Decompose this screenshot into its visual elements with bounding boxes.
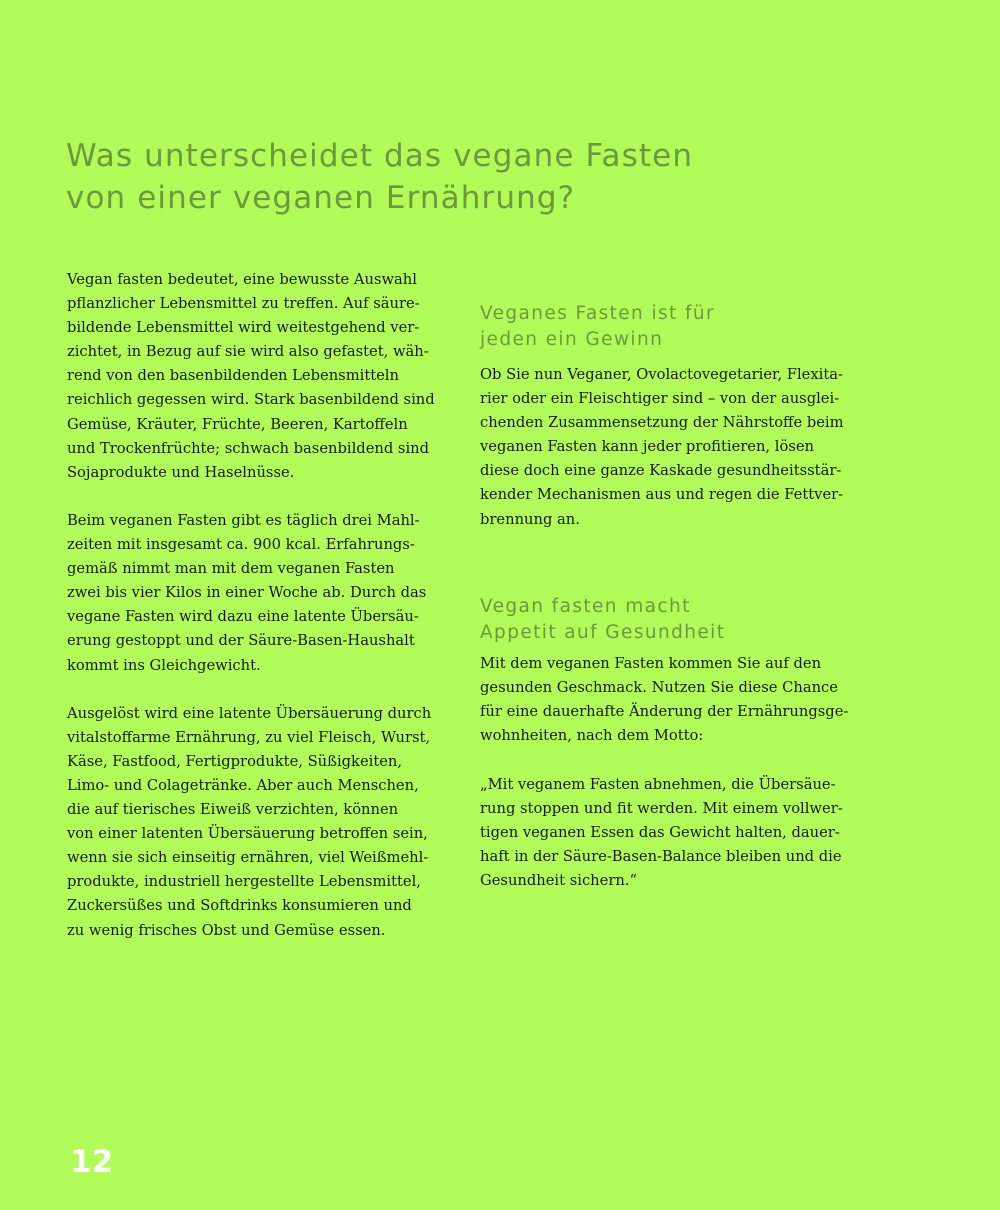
text-line: Gemüse, Kräuter, Früchte, Beeren, Kartoffeln — [67, 415, 408, 433]
text-line: haft in der Säure-Basen-Balance bleiben und die — [480, 848, 842, 866]
text-line: die auf tierisches Eiweiß verzichten, können — [67, 801, 399, 819]
text-line: chenden Zusammensetzung der Nährstoffe beim — [480, 414, 844, 432]
text-line: brennung an. — [480, 510, 580, 528]
paragraph-appetite — [480, 652, 860, 748]
text-line: Ausgelöst wird eine latente Übersäuerung durch — [67, 704, 432, 722]
text-line: kender Mechanismen aus und regen die Fettver- — [480, 486, 844, 504]
page-title — [66, 135, 826, 219]
section-heading-line: Appetit auf Gesundheit — [480, 622, 726, 643]
text-line: rend von den basenbildenden Lebensmitteln — [67, 367, 399, 385]
left-column — [67, 268, 457, 943]
text-line: vitalstoffarme Ernährung, zu viel Fleisch, Wurst, — [67, 728, 431, 746]
text-line: Zuckersüßes und Softdrinks konsumieren und — [67, 897, 412, 915]
text-line: wenn sie sich einseitig ernähren, viel Weißmehl- — [67, 849, 429, 867]
text-line: kommt ins Gleichgewicht. — [67, 656, 261, 674]
text-line: reichlich gegessen wird. Stark basenbildend sind — [67, 391, 435, 409]
section-heading-line: Vegan fasten macht — [480, 596, 691, 617]
text-line: Limo- und Colagetränke. Aber auch Menschen, — [67, 776, 419, 794]
section-heading-line: jeden ein Gewinn — [480, 329, 664, 350]
text-line: diese doch eine ganze Kaskade gesundheitsstär- — [480, 462, 842, 480]
page-title-line: von einer veganen Ernährung? — [66, 180, 576, 216]
paragraph-causes — [67, 702, 457, 943]
text-line: zeiten mit insgesamt ca. 900 kcal. Erfahrungs- — [67, 536, 415, 554]
text-line: zwei bis vier Kilos in einer Woche ab. Durch das — [67, 584, 427, 602]
text-line: pflanzlicher Lebensmittel zu treffen. Auf säure- — [67, 295, 420, 313]
text-line: „Mit veganem Fasten abnehmen, die Übersäue- — [480, 776, 836, 793]
text-line: und Trockenfrüchte; schwach basenbildend sind — [67, 439, 430, 457]
text-line: vegane Fasten wird dazu eine latente Übersäu- — [67, 608, 419, 626]
motto-quote — [480, 773, 860, 893]
text-line: zu wenig frisches Obst und Gemüse essen. — [67, 921, 386, 939]
text-line: Gesundheit sichern.“ — [480, 872, 637, 890]
text-line: gesunden Geschmack. Nutzen Sie diese Chance — [480, 679, 838, 697]
text-line: von einer latenten Übersäuerung betroffen sein, — [67, 825, 428, 843]
page-number: 12 — [70, 1144, 114, 1180]
text-line: veganen Fasten kann jeder profitieren, lösen — [480, 438, 815, 456]
page-title-line: Was unterscheidet das vegane Fasten — [66, 138, 694, 174]
text-line: erung gestoppt und der Säure-Basen-Haushalt — [67, 632, 415, 650]
section-heading-gain — [480, 301, 880, 353]
text-line: Ob Sie nun Veganer, Ovolactovegetarier, Flexita- — [480, 366, 843, 383]
text-line: Sojaprodukte und Haselnüsse. — [67, 463, 295, 481]
text-line: für eine dauerhafte Änderung der Ernährungsge- — [480, 703, 849, 721]
text-line: rier oder ein Fleischtiger sind – von der ausglei- — [480, 390, 840, 408]
section-heading-line: Veganes Fasten ist für — [480, 303, 716, 324]
paragraph-intro — [67, 268, 457, 485]
text-line: tigen veganen Essen das Gewicht halten, dauer- — [480, 824, 840, 842]
text-line: zichtet, in Bezug auf sie wird also gefastet, wäh- — [67, 343, 429, 361]
text-line: gemäß nimmt man mit dem veganen Fasten — [67, 560, 395, 578]
paragraph-gap — [67, 678, 457, 702]
paragraph-gap — [67, 485, 457, 509]
text-line: Käse, Fastfood, Fertigprodukte, Süßigkeiten, — [67, 752, 403, 770]
text-line: bildende Lebensmittel wird weitestgehend ver- — [67, 319, 420, 337]
paragraph-meals — [67, 509, 457, 678]
paragraph-gain — [480, 363, 860, 532]
section-heading-appetite — [480, 594, 880, 646]
text-line: rung stoppen und fit werden. Mit einem vollwer- — [480, 800, 843, 818]
text-line: Beim veganen Fasten gibt es täglich drei Mahl- — [67, 511, 420, 529]
text-line: Mit dem veganen Fasten kommen Sie auf den — [480, 655, 822, 672]
text-line: produkte, industriell hergestellte Lebensmittel, — [67, 873, 421, 891]
text-line: Vegan fasten bedeutet, eine bewusste Auswahl — [67, 271, 417, 288]
text-line: wohnheiten, nach dem Motto: — [480, 727, 704, 745]
